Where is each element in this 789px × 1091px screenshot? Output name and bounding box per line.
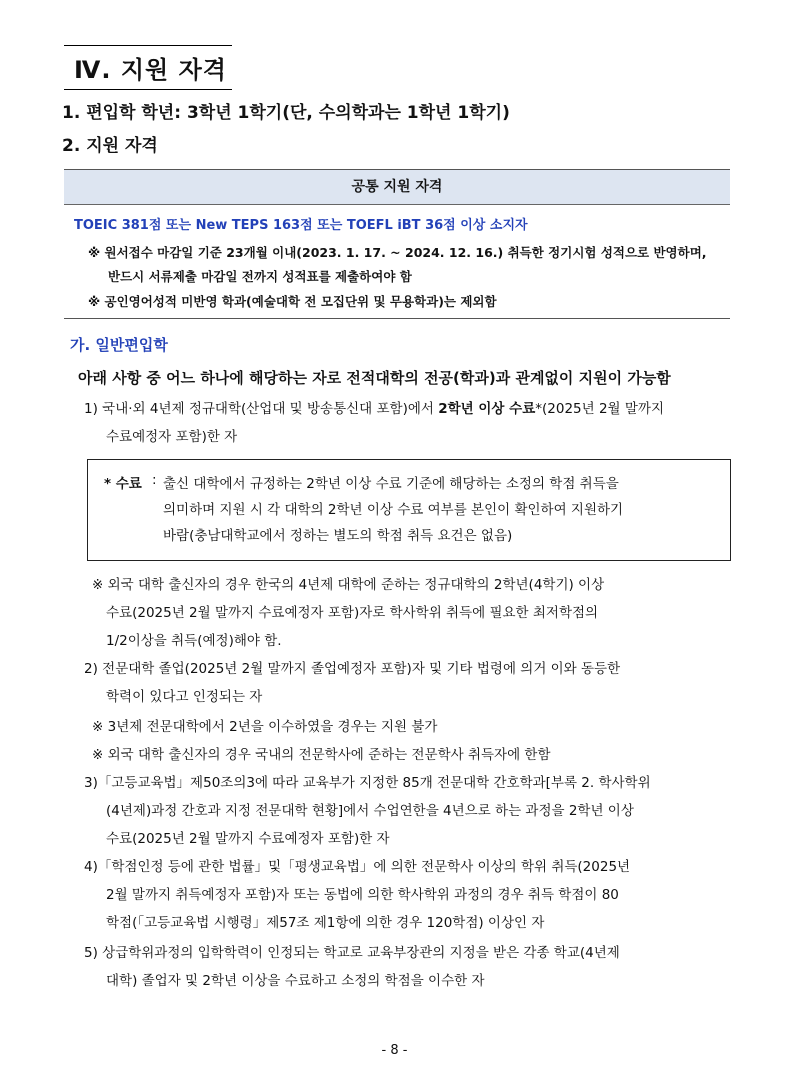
general-transfer-lead: 아래 사항 중 어느 하나에 해당하는 자로 전적대학의 전공(학과)과 관계없이 지원이 가능함 [78, 369, 671, 387]
common-qualification-header: 공통 지원 자격 [64, 170, 730, 205]
definition-label: * 수료 [104, 476, 142, 492]
definition-box [87, 459, 731, 561]
english-requirement: TOEIC 381점 또는 New TEPS 163점 또는 TOEFL iBT 36점 이상 소지자 [74, 218, 528, 233]
item-4-line-3: 학점(「고등교육법 시행령」제57조 제1항에 의한 경우 120학점) 이상인 자 [106, 915, 545, 931]
definition-line-3: 바람(충남대학교에서 정하는 별도의 학점 취득 요건은 없음) [163, 528, 513, 544]
definition-line-1: 출신 대학에서 규정하는 2학년 이상 수료 기준에 해당하는 소정의 학점 취득을 [163, 476, 619, 492]
item-2-line-2: 학력이 있다고 인정되는 자 [106, 689, 263, 705]
definition-line-2: 의미하며 지원 시 각 대학의 2학년 이상 수료 여부를 본인이 확인하여 지원하기 [163, 502, 624, 518]
item-1-heading: 1. 편입학 학년: 3학년 1학기(단, 수의학과는 1학년 1학기) [62, 103, 510, 123]
section-rule-bottom [64, 89, 232, 90]
item-2-line-1: 2) 전문대학 졸업(2025년 2월 말까지 졸업예정자 포함)자 및 기타 법령에 의거 이와 동등한 [84, 661, 621, 677]
foreign-note-line-1: ※ 외국 대학 출신자의 경우 한국의 4년제 대학에 준하는 정규대학의 2학년(4학기) 이상 [92, 577, 605, 593]
item-1-text-post: *(2025년 2월 말까지 [535, 401, 665, 417]
foreign-note-line-2: 수료(2025년 2월 말까지 수료예정자 포함)자로 학사학위 취득에 필요한 최저학점의 [106, 605, 599, 621]
item-1-text-pre: 1) 국내·외 4년제 정규대학(산업대 및 방송통신대 포함)에서 [84, 401, 439, 417]
item-3-line-1: 3)「고등교육법」제50조의3에 따라 교육부가 지정한 85개 전문대학 간호학과[부록 2. 학사학위 [84, 775, 651, 791]
english-note-2: ※ 공인영어성적 미반영 학과(예술대학 전 모집단위 및 무용학과)는 제외함 [88, 294, 497, 309]
general-transfer-title: 가. 일반편입학 [70, 336, 168, 354]
item-1-text-bold: 2학년 이상 수료 [438, 401, 536, 417]
item-1-line-1 [84, 397, 664, 417]
note-3-year-college: ※ 3년제 전문대학에서 2년을 이수하였을 경우는 지원 불가 [92, 719, 438, 735]
page-number: - 8 - [381, 1043, 408, 1058]
item-3-line-3: 수료(2025년 2월 말까지 수료예정자 포함)한 자 [106, 831, 390, 847]
item-3-line-2: (4년제)과정 간호과 지정 전문대학 현황]에서 수업연한을 4년으로 하는 과정을 2학년 이상 [106, 803, 634, 819]
item-1-line-2: 수료예정자 포함)한 자 [106, 429, 238, 445]
foreign-note-line-3: 1/2이상을 취득(예정)해야 함. [106, 633, 282, 649]
english-note-1-line-2: 반드시 서류제출 마감일 전까지 성적표를 제출하여야 함 [108, 269, 412, 284]
item-2-heading: 2. 지원 자격 [62, 136, 158, 156]
section-title: Ⅳ. 지원 자격 [74, 56, 227, 84]
section-rule-top [64, 45, 232, 46]
item-5-line-2: 대학) 졸업자 및 2학년 이상을 수료하고 소정의 학점을 이수한 자 [106, 973, 485, 989]
item-5-line-1: 5) 상급학위과정의 입학학력이 인정되는 학교로 교육부장관의 지정을 받은 각종 학교(4년제 [84, 945, 620, 961]
definition-colon: : [152, 472, 157, 488]
english-note-1-line-1: ※ 원서접수 마감일 기준 23개월 이내(2023. 1. 17. ~ 2024. 12. 16.) 취득한 정기시험 성적으로 반영하며, [88, 245, 707, 260]
item-4-line-2: 2월 말까지 취득예정자 포함)자 또는 동법에 의한 학사학위 과정의 경우 취득 학점이 80 [106, 887, 619, 903]
common-qualification-box [64, 169, 730, 319]
item-4-line-1: 4)「학점인정 등에 관한 법률」및「평생교육법」에 의한 전문학사 이상의 학위 취득(2025년 [84, 859, 631, 875]
note-foreign-associate: ※ 외국 대학 출신자의 경우 국내의 전문학사에 준하는 전문학사 취득자에 한함 [92, 747, 551, 763]
